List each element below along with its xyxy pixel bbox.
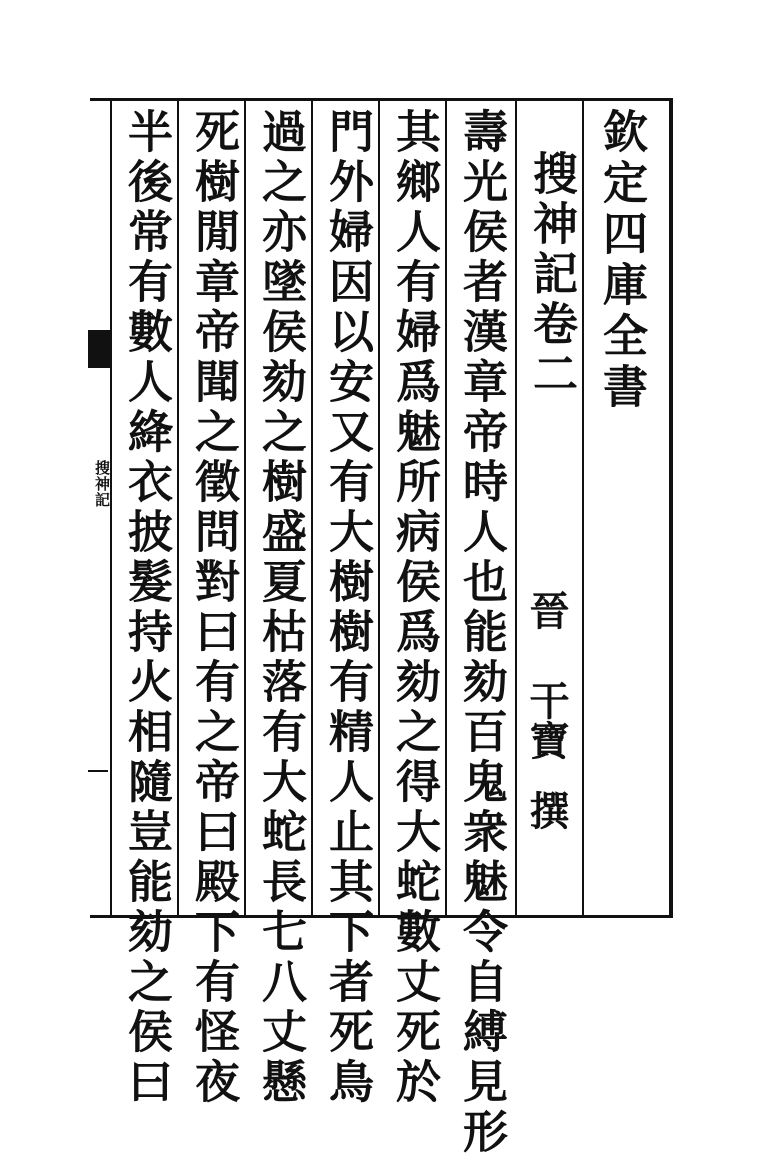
text-column-4: 過之亦墜侯劾之樹盛夏枯落有大蛇長七八丈懸 [254, 108, 307, 1108]
author-name: 干寶 [523, 680, 570, 760]
gutter-tick-mark [88, 770, 108, 772]
column-divider [311, 98, 313, 918]
text-column-5: 死樹閒章帝聞之徵問對曰有之帝曰殿下有怪夜 [187, 108, 240, 1108]
column-divider [244, 98, 246, 918]
column-divider [582, 98, 584, 918]
text-column-6: 半後常有數人絳衣披髮持火相隨豈能劾之侯曰 [120, 108, 173, 1108]
column-divider [445, 98, 447, 918]
collection-title: 欽定四庫全書 [595, 108, 648, 414]
author-role: 撰 [523, 790, 570, 830]
column-divider [110, 98, 112, 918]
text-column-2: 其鄉人有婦爲魅所病侯爲劾之得大蛇數丈死於 [388, 108, 441, 1108]
text-column-1: 壽光侯者漢章帝時人也能劾百鬼衆魅令自縛見形 [455, 108, 508, 1158]
author-dynasty: 晉 [523, 590, 570, 630]
volume-title: 搜神記卷二 [525, 150, 578, 400]
gutter-running-title: 搜神記 [93, 460, 111, 508]
gutter-fold-mark [88, 330, 112, 368]
text-column-3: 門外婦因以安又有大樹樹有精人止其下者死鳥 [321, 108, 374, 1108]
column-divider [378, 98, 380, 918]
column-divider [177, 98, 179, 918]
